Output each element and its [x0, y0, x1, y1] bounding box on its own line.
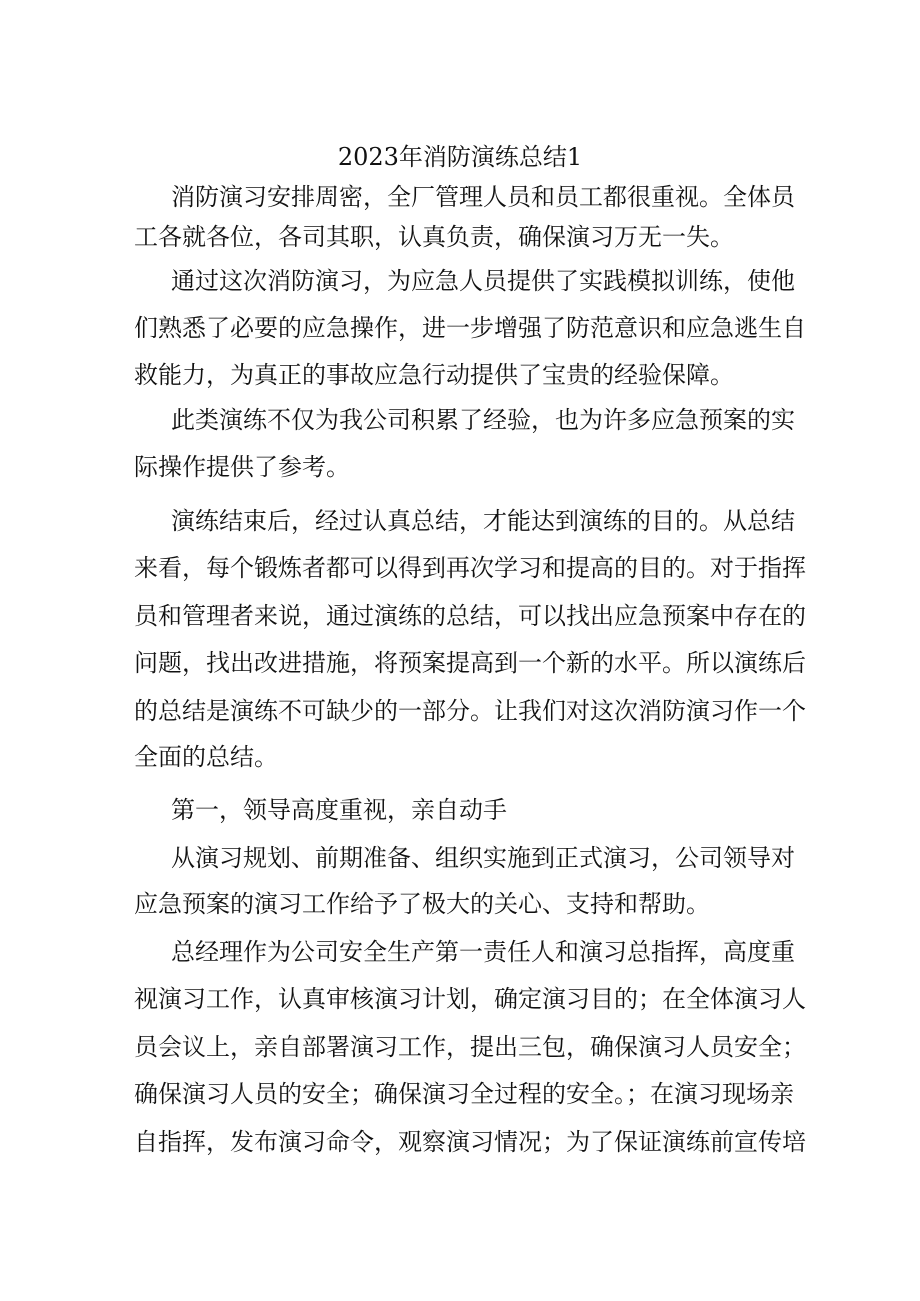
paragraph-7-line: 自指挥，发布演习命令，观察演习情况；为了保证演练前宣传培 — [134, 1128, 806, 1156]
paragraph-7-line: 确保演习人员的安全；确保演习全过程的安全。；在演习现场亲 — [134, 1080, 794, 1108]
paragraph-1-line: 工各就各位，各司其职，认真负责，确保演习万无一失。 — [134, 223, 734, 251]
paragraph-4-line: 员和管理者来说，通过演练的总结，可以找出应急预案中存在的 — [134, 602, 806, 630]
paragraph-3-line: 此类演练不仅为我公司积累了经验，也为许多应急预案的实 — [171, 406, 795, 434]
paragraph-4-line: 问题，找出改进措施，将预案提高到一个新的水平。所以演练后 — [134, 649, 806, 677]
paragraph-4-line: 全面的总结。 — [134, 743, 278, 771]
paragraph-7-line: 总经理作为公司安全生产第一责任人和演习总指挥，高度重 — [171, 938, 795, 966]
document-title: 2023年消防演练总结1 — [337, 143, 583, 171]
paragraph-4-line: 来看，每个锻炼者都可以得到再次学习和提高的目的。对于指挥 — [134, 554, 806, 582]
paragraph-1-line: 消防演习安排周密，全厂管理人员和员工都很重视。全体员 — [171, 183, 795, 211]
paragraph-6-line: 应急预案的演习工作给予了极大的关心、支持和帮助。 — [134, 890, 710, 918]
paragraph-6-line: 从演习规划、前期准备、组织实施到正式演习，公司领导对 — [171, 844, 795, 872]
paragraph-4-line: 演练结束后，经过认真总结，才能达到演练的目的。从总结 — [171, 507, 795, 535]
paragraph-3-line: 际操作提供了参考。 — [134, 453, 350, 481]
paragraph-2-line: 通过这次消防演习，为应急人员提供了实践模拟训练，使他 — [171, 267, 795, 295]
paragraph-5-line: 第一，领导高度重视，亲自动手 — [171, 796, 507, 824]
paragraph-7-line: 视演习工作，认真审核演习计划，确定演习目的；在全体演习人 — [134, 985, 806, 1013]
paragraph-2-line: 们熟悉了必要的应急操作，进一步增强了防范意识和应急逃生自 — [134, 314, 806, 342]
paragraph-4-line: 的总结是演练不可缺少的一部分。让我们对这次消防演习作一个 — [134, 697, 806, 725]
paragraph-2-line: 救能力，为真正的事故应急行动提供了宝贵的经验保障。 — [134, 361, 734, 389]
paragraph-7-line: 员会议上，亲自部署演习工作，提出三包，确保演习人员安全； — [134, 1033, 806, 1061]
